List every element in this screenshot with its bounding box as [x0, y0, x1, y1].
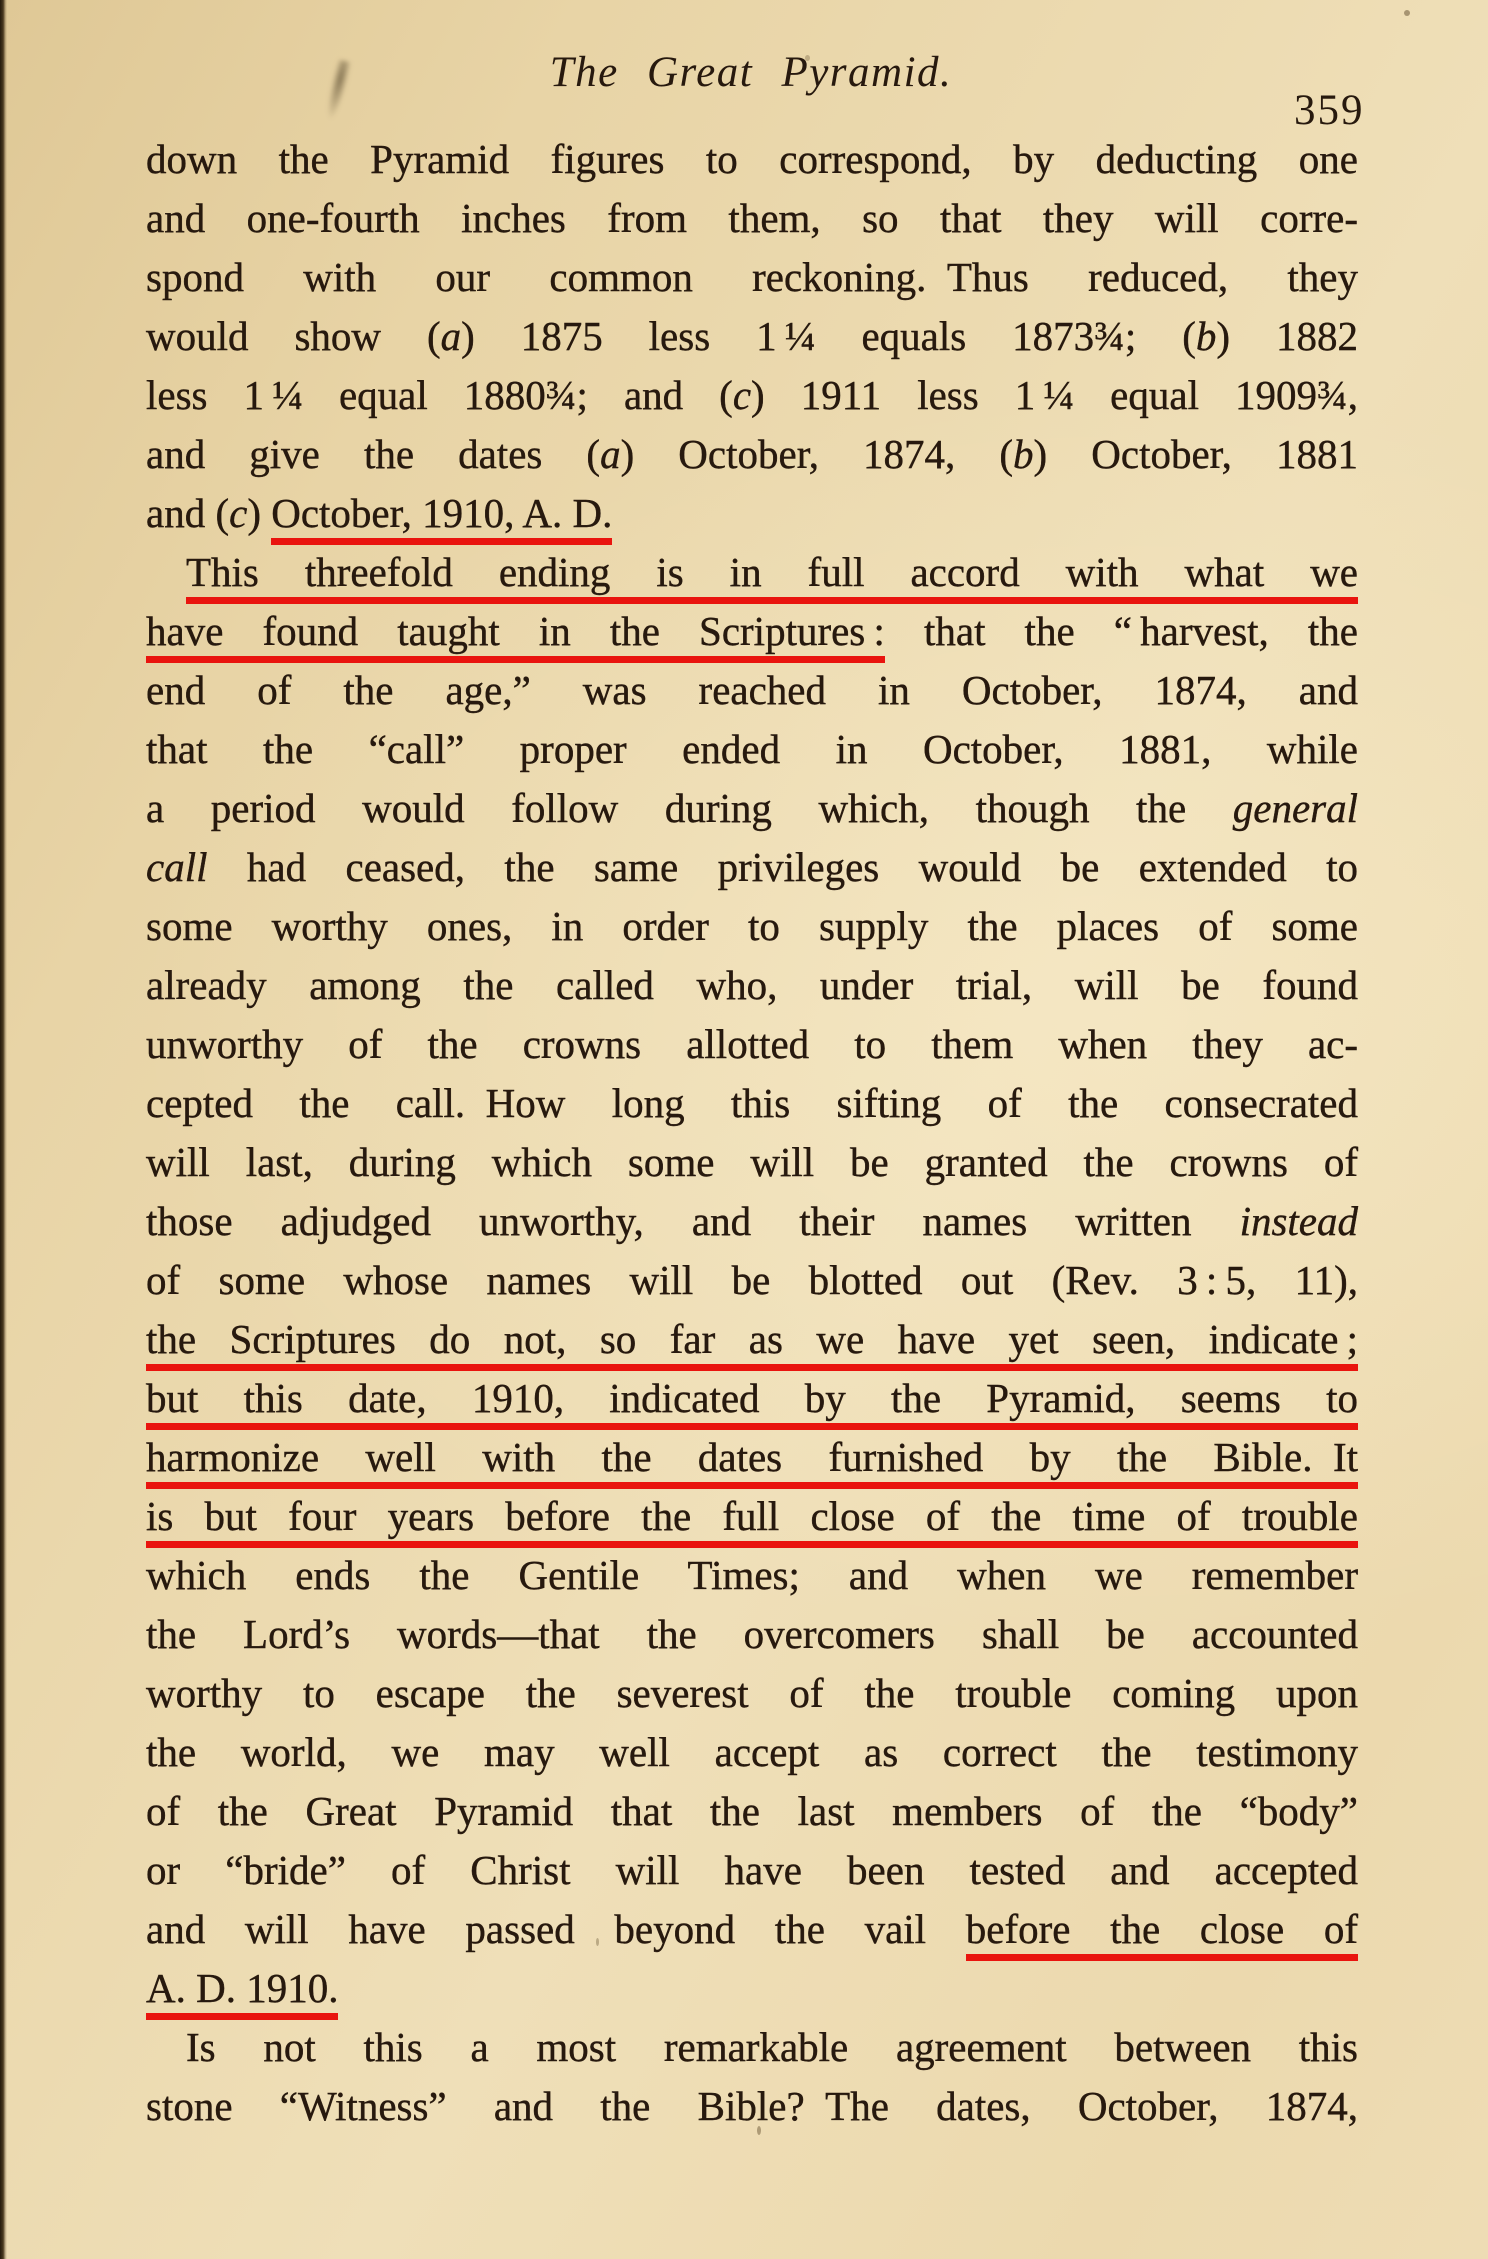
text-line — [146, 1723, 1358, 1782]
text-segment: ) 1911 less 1 ¼ equal 1909¾, — [751, 372, 1358, 418]
text-line — [146, 1310, 1358, 1369]
text-segment: c — [229, 490, 248, 536]
text-segment: harmonize well with the dates furnished by the Bible. It — [146, 1434, 1358, 1480]
text-segment: ) — [247, 490, 272, 536]
red-underline: have found taught in the Scriptures : — [146, 608, 885, 663]
text-segment: b — [1195, 313, 1217, 359]
text-segment: that the “call” proper ended in October, 1881, while — [146, 726, 1358, 772]
text-segment: less 1 ¼ equal 1880¾; and ( — [146, 372, 733, 418]
text-segment: which ends the Gentile Times; and when we remember — [146, 1552, 1358, 1598]
text-line — [146, 1782, 1358, 1841]
text-segment: This threefold ending is in full accord with what we — [186, 549, 1358, 595]
text-line — [146, 661, 1358, 720]
text-segment: or “bride” of Christ will have been tested and accepted — [146, 1847, 1358, 1893]
text-line — [146, 1900, 1358, 1959]
text-segment: ) 1882 — [1216, 313, 1359, 359]
red-underline: A. D. 1910. — [146, 1965, 338, 2020]
text-segment: down the Pyramid figures to correspond, by deducting one — [146, 136, 1358, 182]
text-segment: would show ( — [146, 313, 441, 359]
text-line — [146, 1369, 1358, 1428]
text-segment: stone “Witness” and the Bible? The dates, October, 1874, — [146, 2083, 1358, 2129]
text-line — [146, 1841, 1358, 1900]
text-segment: will last, during which some will be granted the crowns of — [146, 1139, 1358, 1185]
text-line — [146, 1015, 1358, 1074]
text-segment: of the Great Pyramid that the last members of the “body” — [146, 1788, 1358, 1834]
text-segment: worthy to escape the severest of the trouble coming upon — [146, 1670, 1358, 1716]
text-line — [146, 2077, 1358, 2136]
text-line — [146, 1487, 1358, 1546]
text-line — [146, 2018, 1358, 2077]
red-underline — [146, 1493, 1358, 1548]
text-segment: the Lord’s words—that the overcomers shall be accounted — [146, 1611, 1358, 1657]
text-segment: the world, we may well accept as correct the testimony — [146, 1729, 1358, 1775]
text-line — [146, 1546, 1358, 1605]
text-line — [146, 248, 1358, 307]
text-line — [146, 189, 1358, 248]
text-line — [146, 1074, 1358, 1133]
text-line — [146, 1251, 1358, 1310]
text-line — [146, 1133, 1358, 1192]
red-underline — [146, 1434, 1358, 1489]
text-segment: b — [1013, 431, 1034, 477]
red-underline — [186, 549, 1358, 604]
text-line — [146, 130, 1358, 189]
text-line — [146, 307, 1358, 366]
text-segment: but this date, 1910, indicated by the Pyramid, seems to — [146, 1375, 1358, 1421]
text-segment: a period would follow during which, though the — [146, 785, 1233, 831]
text-segment: a — [600, 431, 621, 477]
text-line — [146, 1664, 1358, 1723]
text-segment: ) 1875 less 1 ¼ equals 1873¾; ( — [461, 313, 1196, 359]
red-underline: October, 1910, A. D. — [271, 490, 612, 545]
text-segment: c — [732, 372, 752, 418]
text-segment: already among the called who, under trial, will be found — [146, 962, 1358, 1008]
page-number: 359 — [1294, 87, 1365, 134]
text-segment: is but four years before the full close of the time of trouble — [146, 1493, 1358, 1539]
binding-edge — [0, 0, 7, 2259]
text-line — [146, 838, 1358, 897]
text-segment: of some whose names will be blotted out (Rev. 3 : 5, 11), — [146, 1257, 1358, 1303]
text-segment: general — [1232, 785, 1358, 831]
text-line — [146, 543, 1358, 602]
text-segment: instead — [1239, 1198, 1358, 1244]
running-head-title: The Great Pyramid. — [549, 49, 953, 96]
text-segment: some worthy ones, in order to supply the places of some — [146, 903, 1358, 949]
text-segment: ) October, 1874, ( — [620, 431, 1014, 477]
text-segment: had ceased, the same privileges would be extended to — [207, 844, 1358, 890]
text-line — [146, 1605, 1358, 1664]
text-line — [146, 956, 1358, 1015]
text-line — [146, 484, 1358, 543]
text-segment: those adjudged unworthy, and their names written — [146, 1198, 1240, 1244]
red-underline — [146, 1375, 1358, 1430]
text-block — [146, 130, 1358, 2136]
text-segment: Is not this a most remarkable agreement between this — [186, 2024, 1358, 2070]
text-line — [146, 602, 1358, 661]
text-line — [146, 425, 1358, 484]
text-segment: that the “ harvest, the — [884, 608, 1358, 654]
text-segment: unworthy of the crowns allotted to them when they ac- — [146, 1021, 1358, 1067]
text-segment: end of the age,” was reached in October, 1874, and — [146, 667, 1358, 713]
text-line — [146, 720, 1358, 779]
text-line — [146, 897, 1358, 956]
text-segment: the Scriptures do not, so far as we have yet seen, indicate ; — [146, 1316, 1358, 1362]
text-segment: and ( — [146, 490, 230, 536]
text-line — [146, 1192, 1358, 1251]
text-line — [146, 1959, 1358, 2018]
text-segment: a — [440, 313, 462, 359]
text-segment: and give the dates ( — [146, 431, 601, 477]
red-underline: before the close of — [966, 1906, 1358, 1961]
text-line — [146, 1428, 1358, 1487]
text-segment: cepted the call. How long this sifting of the consecrated — [146, 1080, 1358, 1126]
text-line — [146, 779, 1358, 838]
text-segment: ) October, 1881 — [1033, 431, 1358, 477]
text-segment: and will have passed beyond the vail — [146, 1906, 966, 1952]
text-segment: call — [146, 844, 208, 890]
text-line — [146, 366, 1358, 425]
text-segment: and one-fourth inches from them, so that they will corre- — [146, 195, 1358, 241]
red-underline — [146, 1316, 1358, 1371]
ink-speck — [1404, 10, 1410, 16]
text-segment: spond with our common reckoning. Thus reduced, they — [146, 254, 1358, 300]
